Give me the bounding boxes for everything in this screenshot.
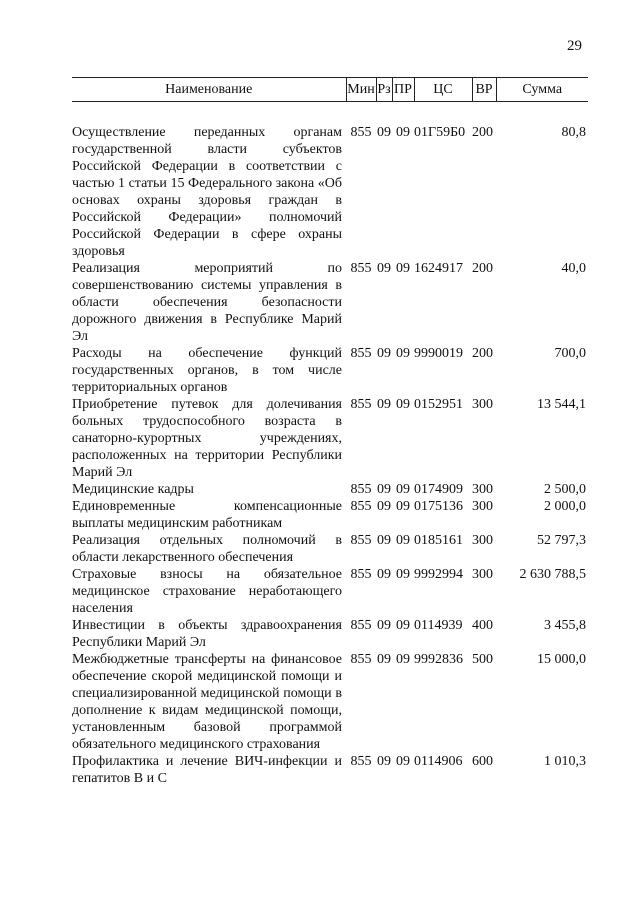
cell-name: Реализация мероприятий по совершенствованию системы управления в области обеспечения безопасности дорожного движения в Республике Марий Эл	[72, 261, 342, 344]
cell-sum: 2 500,0	[544, 482, 586, 497]
table-row	[72, 260, 588, 345]
cell-rz: 09	[377, 482, 391, 497]
cell-name: Расходы на обеспечение функций государственных органов, в том числе территориальных органов	[72, 346, 342, 395]
cell-rz: 09	[377, 652, 391, 667]
cell-vr: 300	[472, 567, 493, 582]
table-row	[72, 651, 588, 753]
cell-sum: 80,8	[561, 125, 586, 140]
budget-table	[72, 77, 588, 787]
cell-pr: 09	[396, 346, 410, 361]
cell-vr: 200	[472, 261, 493, 276]
table-row	[72, 532, 588, 566]
cell-rz: 09	[377, 499, 391, 514]
cell-vr: 200	[472, 125, 493, 140]
cell-min: 855	[350, 125, 372, 140]
cell-rz: 09	[377, 754, 391, 769]
cell-pr: 09	[396, 499, 410, 514]
cell-pr: 09	[396, 652, 410, 667]
cell-vr: 300	[472, 482, 493, 497]
cell-rz: 09	[377, 567, 391, 582]
table-row	[72, 481, 588, 498]
cell-pr: 09	[396, 397, 410, 412]
cell-min: 855	[350, 261, 372, 276]
cell-cs: 0185161	[414, 533, 463, 548]
table-row	[72, 396, 588, 481]
cell-name: Медицинские кадры	[72, 482, 194, 497]
cell-min: 855	[350, 652, 372, 667]
table-row	[72, 566, 588, 617]
cell-sum: 1 010,3	[544, 754, 586, 769]
cell-vr: 400	[472, 618, 493, 633]
cell-vr: 300	[472, 397, 493, 412]
cell-rz: 09	[377, 125, 391, 140]
header-vr: ВР	[472, 78, 496, 102]
cell-vr: 300	[472, 499, 493, 514]
cell-name: Инвестиции в объекты здравоохранения Республики Марий Эл	[72, 618, 342, 650]
cell-cs: 0152951	[414, 397, 463, 412]
cell-vr: 300	[472, 533, 493, 548]
cell-vr: 600	[472, 754, 493, 769]
cell-name: Межбюджетные трансферты на финансовое обеспечение скорой медицинской помощи и специализированной медицинской помощи в дополнение к видам медицинской помощи, установленным базовой программой обязательного медицинского страхования	[72, 652, 342, 752]
cell-min: 855	[350, 567, 372, 582]
header-cs: ЦС	[414, 78, 472, 102]
cell-rz: 09	[377, 397, 391, 412]
cell-sum: 700,0	[554, 346, 586, 361]
cell-pr: 09	[396, 482, 410, 497]
header-sum: Сумма	[496, 78, 588, 102]
cell-cs: 1624917	[414, 261, 463, 276]
cell-cs: 0114906	[414, 754, 463, 769]
cell-sum: 52 797,3	[537, 533, 586, 548]
cell-min: 855	[350, 499, 372, 514]
cell-rz: 09	[377, 261, 391, 276]
cell-rz: 09	[377, 346, 391, 361]
table-row	[72, 753, 588, 787]
cell-vr: 500	[472, 652, 493, 667]
cell-pr: 09	[396, 125, 410, 140]
cell-name: Профилактика и лечение ВИЧ-инфекции и гепатитов В и С	[72, 754, 342, 786]
cell-name: Приобретение путевок для долечивания больных трудоспособного возраста в санаторно-курортных учреждениях, расположенных на территории Республики Марий Эл	[72, 397, 342, 480]
cell-min: 855	[350, 754, 372, 769]
header-pr: ПР	[392, 78, 414, 102]
table-row	[72, 124, 588, 260]
cell-cs: 9990019	[414, 346, 463, 361]
cell-cs: 0114939	[414, 618, 463, 633]
cell-pr: 09	[396, 754, 410, 769]
cell-pr: 09	[396, 533, 410, 548]
cell-pr: 09	[396, 567, 410, 582]
cell-name: Страховые взносы на обязательное медицинское страхование неработающего населения	[72, 567, 342, 616]
cell-name: Реализация отдельных полномочий в области лекарственного обеспечения	[72, 533, 342, 565]
cell-rz: 09	[377, 533, 391, 548]
table-row	[72, 345, 588, 396]
cell-sum: 2 000,0	[544, 499, 586, 514]
table-row	[72, 498, 588, 532]
header-name: Наименование	[72, 78, 346, 102]
cell-sum: 3 455,8	[544, 618, 586, 633]
header-rz: Рз	[376, 78, 392, 102]
cell-cs: 0174909	[414, 482, 463, 497]
cell-sum: 15 000,0	[537, 652, 586, 667]
cell-cs: 9992994	[414, 567, 463, 582]
cell-min: 855	[350, 533, 372, 548]
cell-name: Осуществление переданных органам государственной власти субъектов Российской Федерации в соответствии с частью 1 статьи 15 Федерального закона «Об основах охраны здоровья граждан в Российской Федерации» полномочий Российской Федерации в сфере охраны здоровья	[72, 125, 342, 259]
cell-cs: 0175136	[414, 499, 463, 514]
cell-pr: 09	[396, 261, 410, 276]
cell-cs: 9992836	[414, 652, 463, 667]
cell-min: 855	[350, 397, 372, 412]
table-header-row	[72, 78, 588, 102]
cell-cs: 01Г59Б0	[414, 125, 466, 140]
header-min: Мин	[346, 78, 376, 102]
header-spacer	[72, 102, 588, 125]
cell-sum: 2 630 788,5	[519, 567, 586, 582]
cell-min: 855	[350, 482, 372, 497]
cell-vr: 200	[472, 346, 493, 361]
cell-min: 855	[350, 346, 372, 361]
cell-sum: 13 544,1	[537, 397, 586, 412]
cell-pr: 09	[396, 618, 410, 633]
cell-rz: 09	[377, 618, 391, 633]
page-number: 29	[567, 38, 582, 54]
cell-sum: 40,0	[561, 261, 586, 276]
table-row	[72, 617, 588, 651]
cell-min: 855	[350, 618, 372, 633]
cell-name: Единовременные компенсационные выплаты медицинским работникам	[72, 499, 342, 531]
